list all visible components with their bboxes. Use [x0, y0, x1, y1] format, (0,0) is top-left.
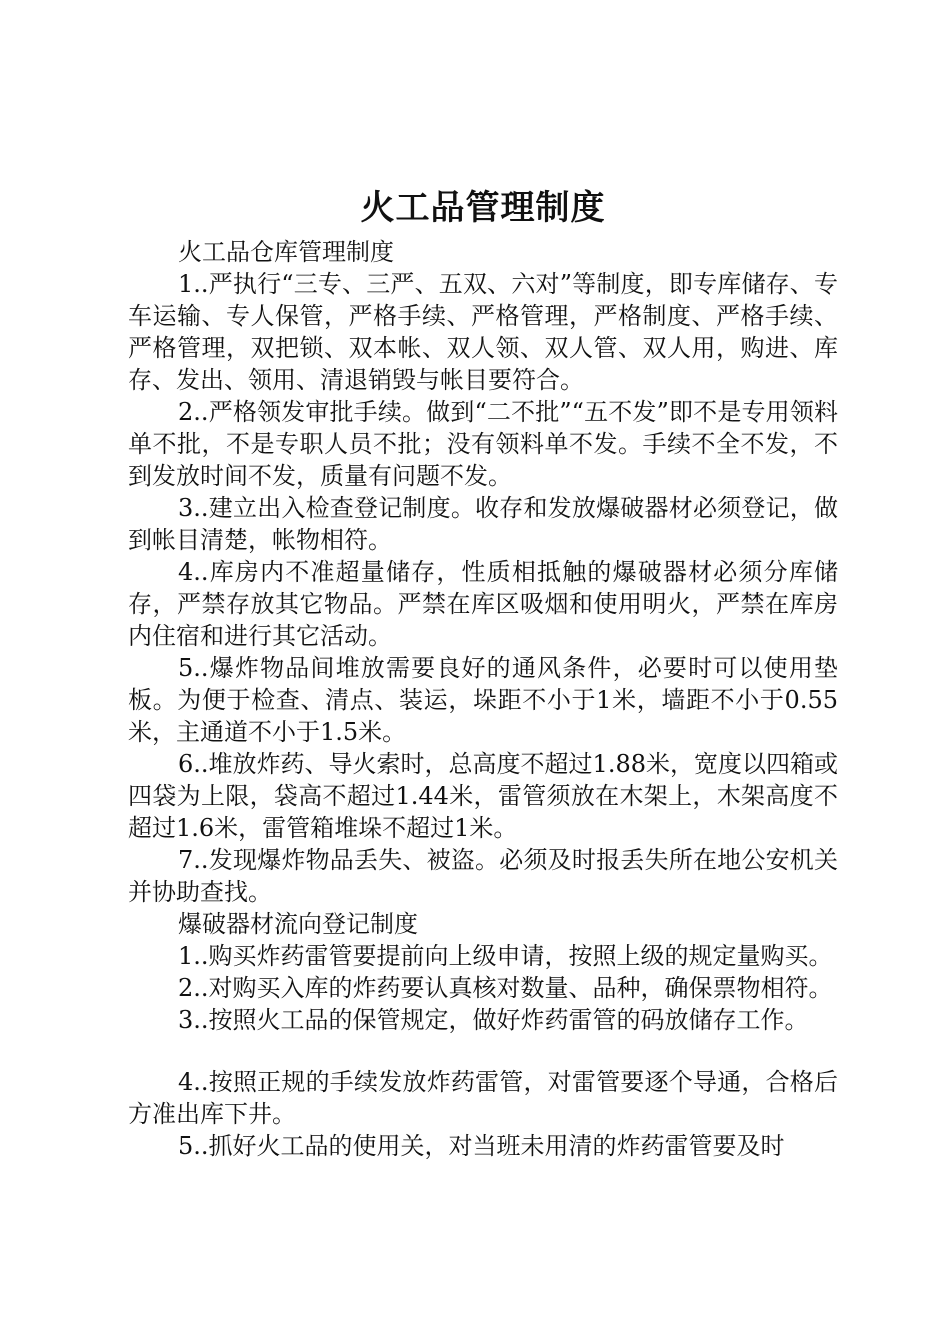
paragraph: 3..建立出入检查登记制度。收存和发放爆破器材必须登记，做到帐目清楚，帐物相符。: [128, 494, 838, 554]
blank-line: [128, 1036, 838, 1066]
paragraph: 6..堆放炸药、导火索时，总高度不超过1.88米，宽度以四箱或四袋为上限，袋高不超过1.44米，雷管须放在木架上，木架高度不超过1.6米，雷管箱堆垛不超过1米。: [128, 750, 838, 842]
document-title: 火工品管理制度: [360, 188, 606, 228]
paragraph: 1..购买炸药雷管要提前向上级申请，按照上级的规定量购买。: [178, 942, 833, 970]
paragraph: 4..库房内不准超量储存，性质相抵触的爆破器材必须分库储存，严禁存放其它物品。严禁在库区吸烟和使用明火，严禁在库房内住宿和进行其它活动。: [128, 558, 838, 650]
section-warehouse: [128, 236, 838, 908]
paragraph: 1..严执行“三专、三严、五双、六对”等制度，即专库储存、专车运输、专人保管，严格手续、严格管理，严格制度、严格手续、严格管理，双把锁、双本帐、双人领、双人管、双人用，购进、库存、发出、领用、清退销毁与帐目要符合。: [128, 270, 838, 394]
paragraph: 2..对购买入库的炸药要认真核对数量、品种，确保票物相符。: [178, 974, 833, 1002]
section-heading: 火工品仓库管理制度: [178, 238, 394, 266]
section-flow-registration: [128, 908, 838, 1162]
document-page: [128, 186, 838, 1162]
paragraph: 3..按照火工品的保管规定，做好炸药雷管的码放储存工作。: [178, 1006, 809, 1034]
paragraph: 7..发现爆炸物品丢失、被盗。必须及时报丢失所在地公安机关并协助查找。: [128, 846, 838, 906]
paragraph: 4..按照正规的手续发放炸药雷管，对雷管要逐个导通，合格后方准出库下井。: [128, 1068, 838, 1128]
paragraph: 5..爆炸物品间堆放需要良好的通风条件，必要时可以使用垫板。为便于检查、清点、装运，垛距不小于1米，墙距不小于0.55米，主通道不小于1.5米。: [128, 654, 838, 746]
paragraph: 5..抓好火工品的使用关，对当班未用清的炸药雷管要及时: [178, 1132, 785, 1160]
paragraph: 2..严格领发审批手续。做到“二不批”“五不发”即不是专用领料单不批，不是专职人员不批；没有领料单不发。手续不全不发，不到发放时间不发，质量有问题不发。: [128, 398, 838, 490]
section-heading: 爆破器材流向登记制度: [178, 910, 418, 938]
